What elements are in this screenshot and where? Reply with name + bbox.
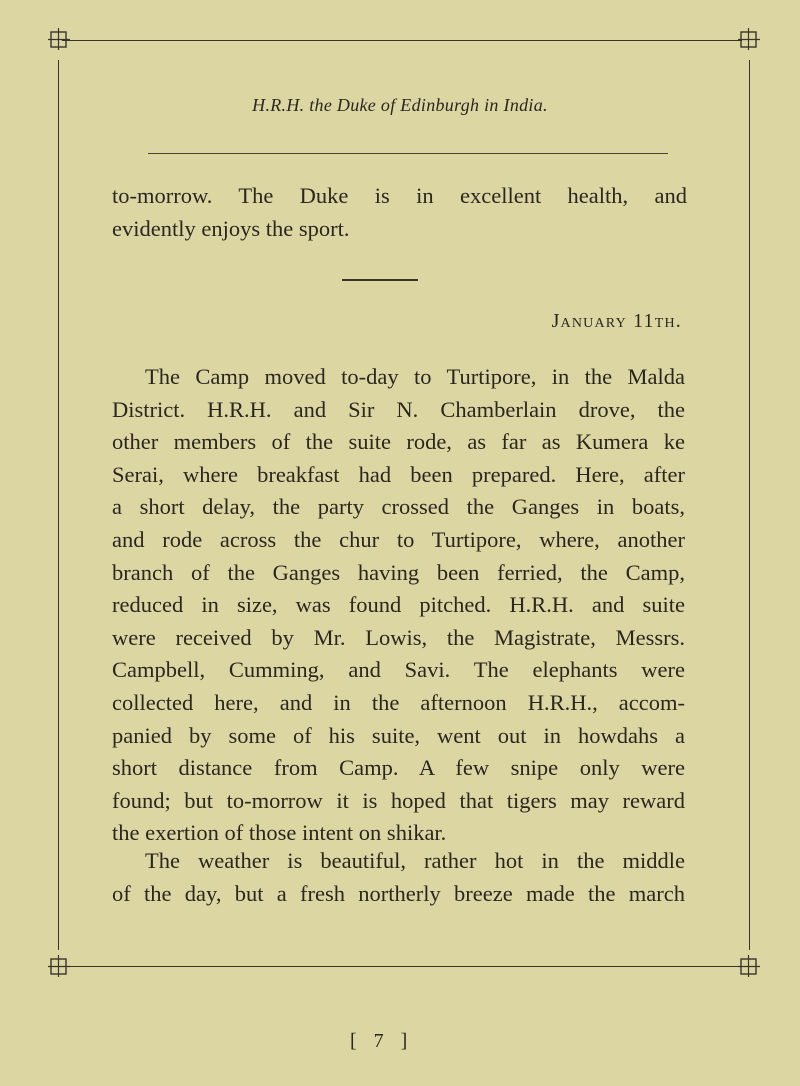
frame-corner-ornament-icon [738, 28, 760, 50]
frame-top-rule [62, 40, 742, 41]
section-divider [342, 279, 418, 281]
text-line: District. H.R.H. and Sir N. Chamberlain drove, the [112, 396, 685, 422]
text-line: The weather is beautiful, rather hot in the middle [145, 848, 685, 873]
text-line: evidently enjoys the sport. [112, 215, 350, 241]
frame-bottom-rule [62, 966, 742, 967]
text-line: were received by Mr. Lowis, the Magistrate, Messrs. [112, 624, 685, 650]
text-line: branch of the Ganges having been ferried, the Camp, [112, 559, 685, 585]
frame-corner-ornament-icon [48, 955, 70, 977]
text-line: Serai, where breakfast had been prepared. Here, after [112, 461, 685, 487]
text-line: other members of the suite rode, as far as Kumera ke [112, 429, 685, 455]
frame-left-rule [58, 60, 59, 950]
frame-right-rule [749, 60, 750, 950]
running-head: H.R.H. the Duke of Edinburgh in India. [252, 95, 548, 115]
text-line: the exertion of those intent on shikar. [112, 820, 447, 846]
paragraph-2 [112, 845, 685, 910]
text-line: collected here, and in the afternoon H.R.H., accom- [112, 689, 685, 715]
text-line: of the day, but a fresh northerly breeze made the march [112, 880, 685, 906]
page-number: [ 7 ] [350, 1030, 414, 1052]
text-line: found; but to-morrow it is hoped that tigers may reward [112, 787, 685, 813]
text-line: short distance from Camp. A few snipe only were [112, 755, 685, 781]
frame-corner-ornament-icon [738, 955, 760, 977]
text-line: a short delay, the party crossed the Ganges in boats, [112, 494, 685, 520]
paragraph-1 [112, 361, 685, 850]
dateline: January 11th. [551, 310, 682, 332]
text-line: Campbell, Cumming, and Savi. The elephants were [112, 657, 685, 683]
continuation-text [112, 180, 687, 245]
text-line: reduced in size, was found pitched. H.R.H. and suite [112, 592, 685, 618]
text-line: to-morrow. The Duke is in excellent health, and [112, 183, 687, 208]
running-head-rule [148, 153, 668, 154]
text-line: and rode across the chur to Turtipore, where, another [112, 526, 685, 552]
text-line: The Camp moved to-day to Turtipore, in the Malda [145, 364, 685, 389]
text-line: panied by some of his suite, went out in howdahs a [112, 722, 685, 748]
frame-corner-ornament-icon [48, 28, 70, 50]
